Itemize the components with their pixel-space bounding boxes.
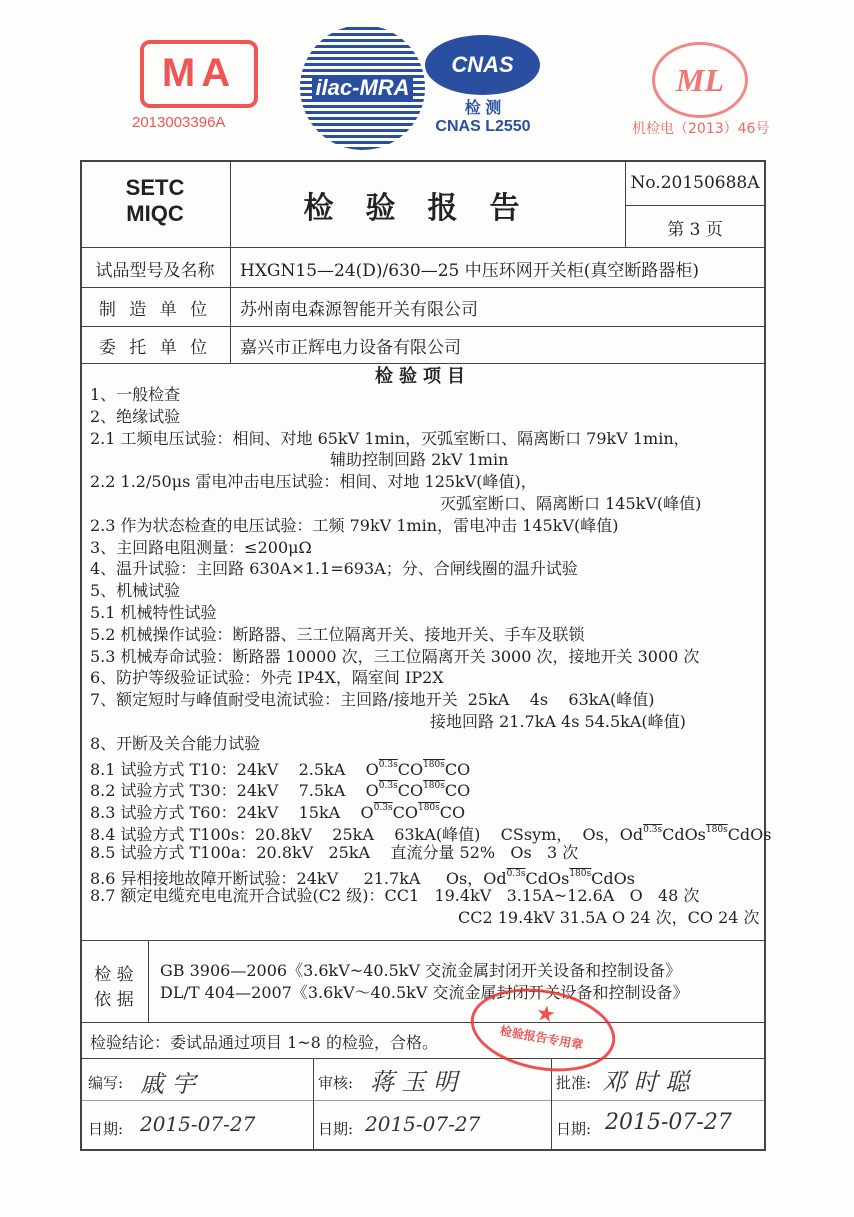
editor-signature: 戚 宇 <box>140 1070 196 1098</box>
basis-label-2: 依 据 <box>94 990 134 1010</box>
info-label: 制 造 单 位 <box>98 300 212 320</box>
page-number: 第 3 页 <box>667 220 723 240</box>
cnas-number: CNAS L2550 <box>435 118 531 135</box>
list-item: 8.5 试验方式 T100a：20.8kV 25kA 直流分量 52% Os 3 次 <box>90 842 579 862</box>
cnas-sub: 检 测 <box>464 100 502 117</box>
standard-1: GB 3906—2006《3.6kV~40.5kV 交流金属封闭开关设备和控制设备》 <box>160 961 682 980</box>
op-interval: 0.3s <box>373 803 393 814</box>
conclusion: 检验结论：委试品通过项目 1~8 的检验，合格。 <box>90 1033 438 1052</box>
approver-label: 批准: <box>556 1074 592 1092</box>
op-interval: 180s <box>705 824 728 835</box>
divider <box>148 940 149 1022</box>
divider <box>625 205 765 206</box>
divider <box>80 160 766 162</box>
list-item <box>90 864 760 886</box>
list-item: CC2 19.4kV 31.5A O 24 次，CO 24 次 <box>458 908 760 928</box>
op-interval: 180s <box>417 803 440 814</box>
op-text: CO <box>439 803 466 823</box>
list-item <box>90 755 760 777</box>
list-item: 5.2 机械操作试验：断路器、三工位隔离开关、接地开关、手车及联锁 <box>90 624 585 644</box>
op-text: CO <box>397 781 424 801</box>
op-interval: 180s <box>569 868 592 879</box>
date-label: 日期: <box>556 1120 592 1138</box>
reviewer-date: 2015-07-27 <box>365 1112 481 1136</box>
op-text: CdOs <box>525 868 570 888</box>
divider <box>551 1058 552 1150</box>
op-interval: 180s <box>423 781 445 792</box>
list-item: 6、防护等级验证试验：外壳 IP4X，隔室间 IP2X <box>90 668 444 688</box>
cma-logo: MA <box>140 40 258 108</box>
date-label: 日期: <box>318 1120 354 1138</box>
list-item: 5、机械试验 <box>90 581 181 601</box>
list-item <box>90 776 760 801</box>
op-interval: 0.3s <box>643 824 663 835</box>
op-text: CdOs <box>662 824 706 844</box>
items-title: 检验项目 <box>375 366 471 387</box>
list-item: 5.1 机械特性试验 <box>90 602 217 622</box>
op-text: 8.2 试验方式 T30：24kV 7.5kA O <box>90 781 379 801</box>
org-line-2: MIQC <box>126 201 184 226</box>
info-label: 试品型号及名称 <box>95 261 215 281</box>
approver-date: 2015-07-27 <box>605 1110 732 1135</box>
cnas-logo: CNAS <box>425 35 540 95</box>
divider <box>80 287 766 288</box>
org-line-1: SETC <box>125 175 185 200</box>
list-item: 2.3 作为状态检查的电压试验：工频 79kV 1min，雷电冲击 145kV(峰值) <box>90 515 619 535</box>
basis-label-1: 检 验 <box>94 965 134 985</box>
list-item <box>90 798 760 823</box>
list-item: 3、主回路电阻测量：≤200μΩ <box>90 537 312 557</box>
list-item: 2.2 1.2/50μs 雷电冲击电压试验：相间、对地 125kV(峰值)， <box>90 472 537 492</box>
reviewer-signature: 蒋 玉 明 <box>370 1068 458 1096</box>
list-item: 8.7 额定电缆充电电流开合试验(C2 级)：CC1 19.4kV 3.15A~12.6A O 48 次 <box>90 886 700 906</box>
divider <box>80 1100 766 1101</box>
info-value: HXGN15—24(D)/630—25 中压环网开关柜(真空断路器柜) <box>240 261 700 281</box>
list-item: 8、开断及关合能力试验 <box>90 733 261 753</box>
report-number: No.20150688A <box>630 173 760 193</box>
op-text: 8.1 试验方式 T10：24kV 2.5kA O <box>90 759 379 779</box>
cnas-caption <box>428 100 538 136</box>
divider <box>80 1022 766 1023</box>
ilac-text: ilac-MRA <box>312 75 412 101</box>
op-text: 8.3 试验方式 T60：24kV 15kA O <box>90 803 374 823</box>
list-item <box>90 820 772 844</box>
op-interval: 0.3s <box>506 868 526 879</box>
list-item: 2、绝缘试验 <box>90 406 181 426</box>
list-item: 灭弧室断口、隔离断口 145kV(峰值) <box>440 493 702 513</box>
list-item: 7、额定短时与峰值耐受电流试验：主回路/接地开关 25kA 4s 63kA(峰值) <box>90 690 655 710</box>
cma-number: 2013003396A <box>132 114 226 131</box>
divider <box>764 160 766 1150</box>
op-text: 8.6 异相接地故障开断试验：24kV 21.7kA Os，Od <box>90 868 507 888</box>
op-text: CO <box>397 759 424 779</box>
approver-signature: 邓 时 聪 <box>602 1068 690 1096</box>
list-item: 4、温升试验：主回路 630A×1.1=693A；分、合闸线圈的温升试验 <box>90 559 578 579</box>
org-name <box>80 175 230 227</box>
divider <box>80 326 766 327</box>
divider <box>80 940 766 941</box>
basis-standards <box>160 960 689 1004</box>
op-text: CO <box>444 781 471 801</box>
list-item: 1、一般检查 <box>90 385 181 404</box>
seal-text: 检验报告专用章 <box>499 1023 585 1053</box>
op-text: CO <box>444 759 471 779</box>
divider <box>80 1058 766 1059</box>
op-text: CdOs <box>727 824 772 844</box>
list-item: 辅助控制回路 2kV 1min <box>330 450 509 470</box>
op-text: 8.4 试验方式 T100s：20.8kV 25kA 63kA(峰值) CSsym， Os，Od <box>90 824 644 844</box>
info-value: 嘉兴市正辉电力设备有限公司 <box>240 338 461 358</box>
ilac-mra-logo <box>300 25 425 150</box>
divider <box>313 1058 314 1150</box>
ml-number: 机检电（2013）46号 <box>632 121 770 137</box>
date-label: 日期: <box>88 1120 124 1138</box>
op-text: CdOs <box>591 868 635 888</box>
info-label: 委 托 单 位 <box>98 338 212 358</box>
divider <box>80 1149 766 1151</box>
basis-label <box>80 960 148 1010</box>
divider <box>80 247 766 248</box>
list-item: 2.1 工频电压试验：相间、对地 65kV 1min，灭弧室断口、隔离断口 79kV 1min， <box>90 428 690 448</box>
editor-label: 编写: <box>88 1074 124 1092</box>
list-item: 5.3 机械寿命试验：断路器 10000 次，三工位隔离开关 3000 次，接地开关 3000 次 <box>90 646 700 666</box>
op-interval: 0.3s <box>378 759 398 770</box>
op-text: CO <box>392 803 418 823</box>
info-value: 苏州南电森源智能开关有限公司 <box>240 300 478 320</box>
op-interval: 180s <box>423 759 445 770</box>
op-interval: 0.3s <box>378 781 398 792</box>
ml-logo: ML <box>652 42 748 118</box>
reviewer-label: 审核: <box>318 1074 354 1092</box>
list-item: 接地回路 21.7kA 4s 54.5kA(峰值) <box>430 711 686 731</box>
report-title: 检验报告 <box>303 191 552 226</box>
star-icon: ★ <box>533 1000 558 1029</box>
standard-2: DL/T 404—2007《3.6kV～40.5kV 交流金属封闭开关设备和控制设备》 <box>160 983 689 1002</box>
editor-date: 2015-07-27 <box>140 1112 256 1136</box>
test-items-list <box>90 384 772 929</box>
